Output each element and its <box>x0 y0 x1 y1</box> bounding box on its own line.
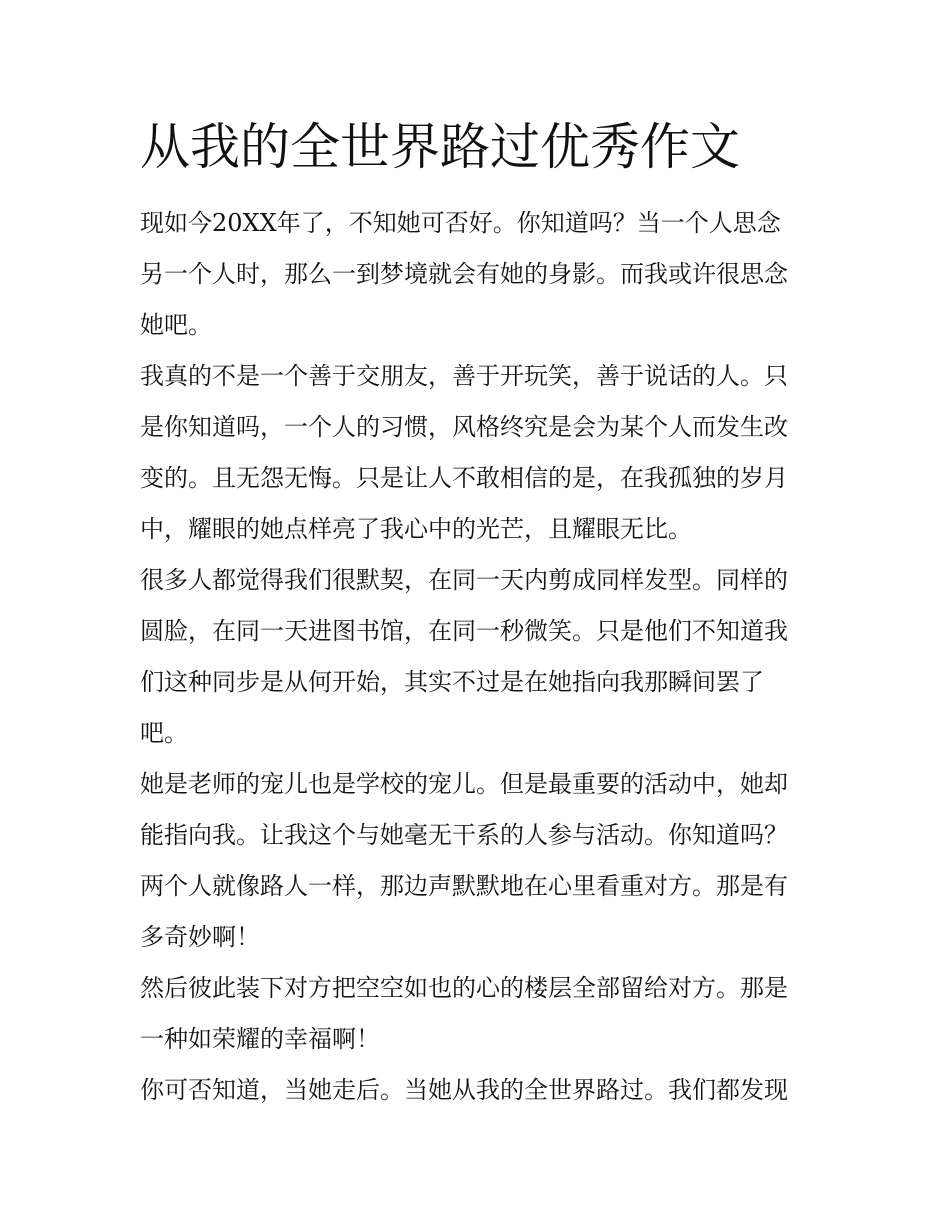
text-line: 你可否知道，当她走后。当她从我的全世界路过。我们都发现 <box>140 1076 788 1104</box>
document-body <box>140 198 815 1116</box>
text-line: 很多人都觉得我们很默契，在同一天内剪成同样发型。同样的 <box>140 566 788 594</box>
paragraph-3 <box>140 555 815 759</box>
text-line: 变的。且无怨无悔。只是让人不敢相信的是，在我孤独的岁月 <box>140 464 788 492</box>
text-line: 她是老师的宠儿也是学校的宠儿。但是最重要的活动中，她却 <box>140 770 788 798</box>
text-line: 吧。 <box>140 719 188 747</box>
text-line: 多奇妙啊！ <box>140 923 260 951</box>
text-line: 她吧。 <box>140 311 212 339</box>
text-line: 是你知道吗，一个人的习惯，风格终究是会为某个人而发生改 <box>140 413 788 441</box>
paragraph-5 <box>140 963 815 1065</box>
paragraph-2 <box>140 351 815 555</box>
document-title: 从我的全世界路过优秀作文 <box>140 118 740 176</box>
text-line: 然后彼此装下对方把空空如也的心的楼层全部留给对方。那是 <box>140 974 788 1002</box>
text-line: 现如今20XX年了，不知她可否好。你知道吗？当一个人思念 <box>140 209 781 237</box>
text-line: 中，耀眼的她点样亮了我心中的光芒，且耀眼无比。 <box>140 515 692 543</box>
text-line: 们这种同步是从何开始，其实不过是在她指向我那瞬间罢了 <box>140 668 764 696</box>
text-line: 两个人就像路人一样，那边声默默地在心里看重对方。那是有 <box>140 872 788 900</box>
paragraph-6 <box>140 1065 815 1116</box>
paragraph-4 <box>140 759 815 963</box>
text-line: 另一个人时，那么一到梦境就会有她的身影。而我或许很思念 <box>140 260 788 288</box>
paragraph-1 <box>140 198 815 351</box>
text-line: 圆脸，在同一天进图书馆，在同一秒微笑。只是他们不知道我 <box>140 617 788 645</box>
text-line: 我真的不是一个善于交朋友，善于开玩笑，善于说话的人。只 <box>140 362 788 390</box>
text-line: 能指向我。让我这个与她毫无干系的人参与活动。你知道吗？ <box>140 821 788 849</box>
text-line: 一种如荣耀的幸福啊！ <box>140 1025 380 1053</box>
